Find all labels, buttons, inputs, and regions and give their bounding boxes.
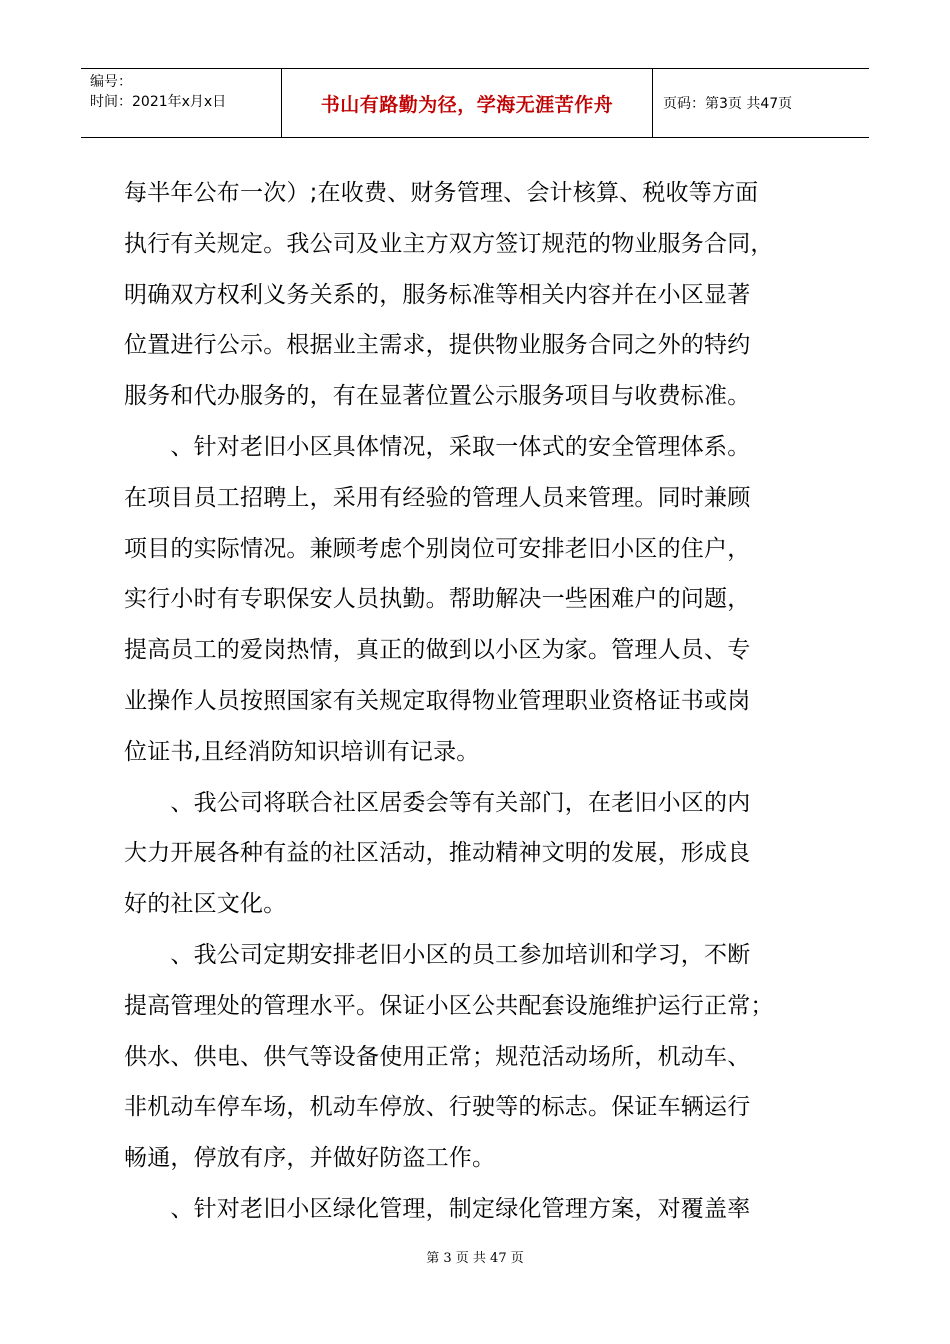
header-meta xyxy=(81,69,281,137)
body-line: 好的社区文化。 xyxy=(124,891,287,918)
body-line: 位证书,且经消防知识培训有记录。 xyxy=(124,738,480,765)
document-number: 编号： xyxy=(90,74,132,90)
body-line: 位置进行公示。根据业主需求，提供物业服务合同之外的特约 xyxy=(124,332,751,359)
body-line: 、针对老旧小区具体情况，采取一体式的安全管理体系。 xyxy=(124,433,751,460)
body-line: 每半年公布一次）;在收费、财务管理、会计核算、税收等方面 xyxy=(124,180,759,206)
body-line: 提高管理处的管理水平。保证小区公共配套设施维护运行正常； xyxy=(124,992,774,1019)
body-line: 大力开展各种有益的社区活动，推动精神文明的发展，形成良 xyxy=(124,840,751,867)
body-line: 非机动车停车场，机动车停放、行驶等的标志。保证车辆运行 xyxy=(124,1094,751,1121)
body-line: 在项目员工招聘上，采用有经验的管理人员来管理。同时兼顾 xyxy=(124,484,751,511)
body-line: 、我公司定期安排老旧小区的员工参加培训和学习，不断 xyxy=(124,941,751,968)
header-motto: 书山有路勤为径，学海无涯苦作舟 xyxy=(320,93,614,116)
body-line: 、针对老旧小区绿化管理，制定绿化管理方案，对覆盖率 xyxy=(124,1195,751,1222)
header-motto-cell xyxy=(281,69,653,137)
body-line: 服务和代办服务的，有在显著位置公示服务项目与收费标准。 xyxy=(124,383,751,410)
body-line: 业操作人员按照国家有关规定取得物业管理职业资格证书或岗 xyxy=(124,687,751,714)
body-line: 畅通，停放有序，并做好防盗工作。 xyxy=(124,1145,496,1172)
body-line: 实行小时有专职保安人员执勤。帮助解决一些困难户的问题， xyxy=(124,586,751,613)
body-line: 执行有关规定。我公司及业主方双方签订规范的物业服务合同， xyxy=(124,230,774,257)
document-body xyxy=(124,168,830,1235)
body-line: 明确双方权利义务关系的，服务标准等相关内容并在小区显著 xyxy=(124,281,751,308)
page-header xyxy=(81,68,869,138)
body-line: 项目的实际情况。兼顾考虑个别岗位可安排老旧小区的住户， xyxy=(124,535,751,562)
page-footer xyxy=(0,1247,950,1266)
document-time: 时间：2021年x月x日 xyxy=(90,94,227,110)
footer-page-number: 第 3 页 共 47 页 xyxy=(426,1251,524,1266)
header-page-cell xyxy=(653,69,869,137)
body-line: 、我公司将联合社区居委会等有关部门，在老旧小区的内 xyxy=(124,789,751,816)
body-line: 供水、供电、供气等设备使用正常；规范活动场所，机动车、 xyxy=(124,1043,751,1070)
body-line: 提高员工的爱岗热情，真正的做到以小区为家。管理人员、专 xyxy=(124,637,751,664)
header-page-code: 页码：第3页 共47页 xyxy=(663,96,793,112)
